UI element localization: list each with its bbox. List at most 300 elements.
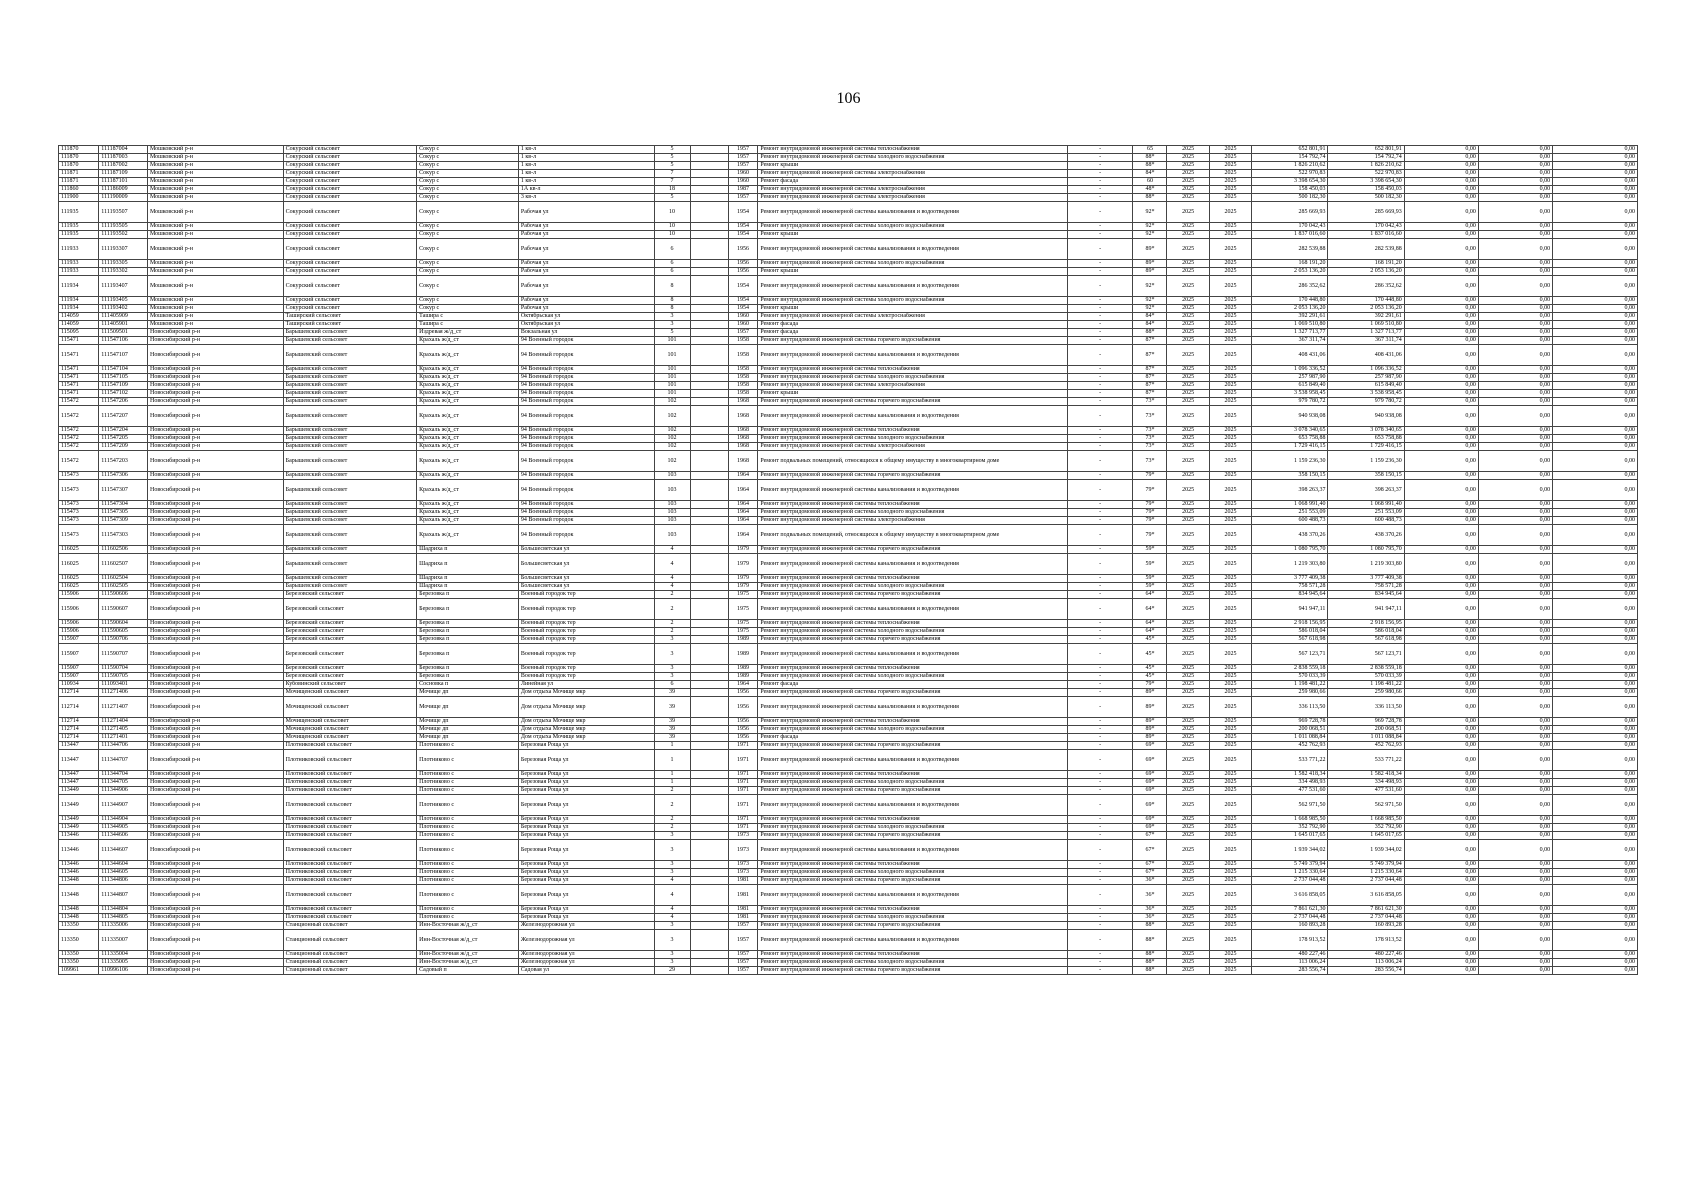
- cell-id: 115473: [59, 525, 99, 546]
- cell-start_year: 2025: [1167, 390, 1209, 398]
- cell-end_year: 2025: [1209, 673, 1251, 681]
- cell-house: 5: [654, 154, 690, 162]
- cell-code: 111547109: [99, 382, 148, 390]
- cell-settlement: Березовский сельсовет: [283, 628, 417, 636]
- cell-house: 102: [654, 451, 690, 472]
- cell-dash: -: [1067, 337, 1133, 345]
- cell-settlement: Плотниковский сельсовет: [283, 750, 417, 771]
- cell-district: Новосибирский р-н: [148, 750, 284, 771]
- cell-total: 1 327 713,77: [1252, 329, 1328, 337]
- cell-settlement: Плотниковский сельсовет: [283, 771, 417, 779]
- cell-wear: 88*: [1133, 922, 1167, 930]
- cell-extra: [690, 795, 728, 816]
- cell-year: 1968: [728, 443, 758, 451]
- cell-house: 6: [654, 239, 690, 260]
- cell-cost: 758 571,28: [1328, 583, 1404, 591]
- cell-extra: [690, 840, 728, 861]
- cell-cost: 3 078 340,65: [1328, 427, 1404, 435]
- cell-district: Мошковский р-н: [148, 154, 284, 162]
- cell-start_year: 2025: [1167, 591, 1209, 599]
- cell-street: 1 кв-л: [518, 162, 654, 170]
- cell-year: 1973: [728, 861, 758, 869]
- cell-house: 103: [654, 517, 690, 525]
- cell-extra: [690, 472, 728, 480]
- cell-year: 1979: [728, 575, 758, 583]
- cell-start_year: 2025: [1167, 861, 1209, 869]
- cell-year: 1956: [728, 726, 758, 734]
- cell-end_year: 2025: [1209, 517, 1251, 525]
- cell-district: Новосибирский р-н: [148, 824, 284, 832]
- cell-year: 1964: [728, 509, 758, 517]
- cell-z1: 0,00: [1404, 734, 1478, 742]
- cell-z3: 0,00: [1553, 223, 1638, 231]
- cell-house: 103: [654, 509, 690, 517]
- cell-z1: 0,00: [1404, 480, 1478, 501]
- cell-district: Новосибирский р-н: [148, 451, 284, 472]
- cell-cost: 352 792,90: [1328, 824, 1404, 832]
- table-row: [59, 816, 1638, 824]
- cell-settlement: Барышевский сельсовет: [283, 554, 417, 575]
- cell-total: 113 006,24: [1252, 959, 1328, 967]
- cell-z2: 0,00: [1478, 260, 1552, 268]
- cell-year: 1981: [728, 877, 758, 885]
- cell-z2: 0,00: [1478, 202, 1552, 223]
- cell-end_year: 2025: [1209, 223, 1251, 231]
- cell-cost: 567 123,71: [1328, 644, 1404, 665]
- cell-house: 102: [654, 398, 690, 406]
- cell-cost: 158 450,03: [1328, 186, 1404, 194]
- cell-settlement: Барышевский сельсовет: [283, 374, 417, 382]
- cell-z2: 0,00: [1478, 472, 1552, 480]
- cell-z3: 0,00: [1553, 268, 1638, 276]
- cell-z2: 0,00: [1478, 906, 1552, 914]
- cell-total: 398 263,37: [1252, 480, 1328, 501]
- cell-dash: -: [1067, 146, 1133, 154]
- cell-cost: 1 729 416,15: [1328, 443, 1404, 451]
- cell-wear: 89*: [1133, 697, 1167, 718]
- cell-district: Новосибирский р-н: [148, 546, 284, 554]
- cell-start_year: 2025: [1167, 223, 1209, 231]
- cell-house: 4: [654, 583, 690, 591]
- cell-house: 3: [654, 861, 690, 869]
- cell-end_year: 2025: [1209, 906, 1251, 914]
- cell-start_year: 2025: [1167, 967, 1209, 975]
- cell-start_year: 2025: [1167, 787, 1209, 795]
- cell-total: 5 749 379,94: [1252, 861, 1328, 869]
- cell-house: 2: [654, 787, 690, 795]
- cell-locality: Шадриха п: [417, 575, 519, 583]
- cell-year: 1971: [728, 787, 758, 795]
- cell-end_year: 2025: [1209, 276, 1251, 297]
- cell-dash: -: [1067, 861, 1133, 869]
- cell-wear: 45*: [1133, 673, 1167, 681]
- cell-dash: -: [1067, 194, 1133, 202]
- cell-z2: 0,00: [1478, 591, 1552, 599]
- cell-wear: 73*: [1133, 406, 1167, 427]
- cell-total: 1 198 481,22: [1252, 681, 1328, 689]
- cell-total: 3 538 958,45: [1252, 390, 1328, 398]
- table-row: [59, 665, 1638, 673]
- cell-dash: -: [1067, 501, 1133, 509]
- table-row: [59, 472, 1638, 480]
- cell-district: Мошковский р-н: [148, 162, 284, 170]
- cell-cost: 3 398 654,30: [1328, 178, 1404, 186]
- cell-street: Дом отдыха Мочище мкр: [518, 734, 654, 742]
- table-row: [59, 305, 1638, 313]
- cell-code: 111547105: [99, 374, 148, 382]
- cell-id: 113446: [59, 869, 99, 877]
- cell-start_year: 2025: [1167, 443, 1209, 451]
- cell-z3: 0,00: [1553, 231, 1638, 239]
- cell-work: Ремонт внутридомовой инженерной системы горячего водоснабжения: [758, 636, 1067, 644]
- cell-z3: 0,00: [1553, 620, 1638, 628]
- cell-z1: 0,00: [1404, 305, 1478, 313]
- cell-locality: Березовка п: [417, 628, 519, 636]
- cell-code: 111186009: [99, 186, 148, 194]
- cell-total: 1 219 303,80: [1252, 554, 1328, 575]
- cell-year: 1973: [728, 869, 758, 877]
- cell-district: Новосибирский р-н: [148, 435, 284, 443]
- cell-cost: 358 150,15: [1328, 472, 1404, 480]
- cell-settlement: Плотниковский сельсовет: [283, 824, 417, 832]
- cell-street: Железнодорожная ул: [518, 959, 654, 967]
- table-row: [59, 517, 1638, 525]
- cell-house: 3: [654, 665, 690, 673]
- cell-start_year: 2025: [1167, 644, 1209, 665]
- cell-cost: 567 618,98: [1328, 636, 1404, 644]
- cell-house: 3: [654, 313, 690, 321]
- table-row: [59, 861, 1638, 869]
- cell-work: Ремонт внутридомовой инженерной системы электроснабжения: [758, 382, 1067, 390]
- cell-wear: 73*: [1133, 398, 1167, 406]
- cell-z1: 0,00: [1404, 313, 1478, 321]
- cell-district: Новосибирский р-н: [148, 922, 284, 930]
- cell-z3: 0,00: [1553, 260, 1638, 268]
- cell-z3: 0,00: [1553, 591, 1638, 599]
- cell-year: 1975: [728, 591, 758, 599]
- table-row: [59, 260, 1638, 268]
- cell-locality: Плотниково с: [417, 750, 519, 771]
- cell-id: 111935: [59, 231, 99, 239]
- cell-year: 1979: [728, 583, 758, 591]
- cell-start_year: 2025: [1167, 366, 1209, 374]
- cell-code: 111344707: [99, 750, 148, 771]
- cell-z3: 0,00: [1553, 170, 1638, 178]
- cell-year: 1957: [728, 194, 758, 202]
- cell-wear: 45*: [1133, 665, 1167, 673]
- table-row: [59, 154, 1638, 162]
- cell-year: 1975: [728, 620, 758, 628]
- cell-house: 3: [654, 840, 690, 861]
- cell-extra: [690, 480, 728, 501]
- cell-district: Мошковский р-н: [148, 194, 284, 202]
- cell-end_year: 2025: [1209, 959, 1251, 967]
- cell-locality: Ташира с: [417, 321, 519, 329]
- cell-work: Ремонт внутридомовой инженерной системы горячего водоснабжения: [758, 742, 1067, 750]
- cell-end_year: 2025: [1209, 787, 1251, 795]
- cell-id: 112714: [59, 689, 99, 697]
- cell-id: 115473: [59, 472, 99, 480]
- cell-year: 1987: [728, 186, 758, 194]
- cell-z1: 0,00: [1404, 620, 1478, 628]
- cell-end_year: 2025: [1209, 554, 1251, 575]
- cell-dash: -: [1067, 787, 1133, 795]
- cell-district: Новосибирский р-н: [148, 501, 284, 509]
- cell-dash: -: [1067, 967, 1133, 975]
- cell-z3: 0,00: [1553, 816, 1638, 824]
- cell-total: 170 448,80: [1252, 297, 1328, 305]
- cell-street: 1 кв-л: [518, 170, 654, 178]
- cell-wear: 88*: [1133, 154, 1167, 162]
- cell-end_year: 2025: [1209, 260, 1251, 268]
- cell-z1: 0,00: [1404, 398, 1478, 406]
- cell-z1: 0,00: [1404, 146, 1478, 154]
- cell-dash: -: [1067, 816, 1133, 824]
- cell-z3: 0,00: [1553, 959, 1638, 967]
- cell-district: Новосибирский р-н: [148, 472, 284, 480]
- cell-year: 1956: [728, 689, 758, 697]
- cell-street: 1 кв-л: [518, 146, 654, 154]
- cell-total: 178 913,52: [1252, 930, 1328, 951]
- cell-settlement: Плотниковский сельсовет: [283, 861, 417, 869]
- cell-total: 408 431,06: [1252, 345, 1328, 366]
- cell-wear: 89*: [1133, 718, 1167, 726]
- cell-district: Новосибирский р-н: [148, 771, 284, 779]
- cell-street: Линейная ул: [518, 681, 654, 689]
- cell-total: 168 191,20: [1252, 260, 1328, 268]
- cell-z2: 0,00: [1478, 501, 1552, 509]
- cell-id: 116025: [59, 583, 99, 591]
- cell-house: 10: [654, 231, 690, 239]
- table-row: [59, 922, 1638, 930]
- cell-wear: 60: [1133, 178, 1167, 186]
- cell-z2: 0,00: [1478, 644, 1552, 665]
- cell-code: 111590604: [99, 620, 148, 628]
- cell-z2: 0,00: [1478, 345, 1552, 366]
- cell-end_year: 2025: [1209, 734, 1251, 742]
- cell-z3: 0,00: [1553, 154, 1638, 162]
- cell-wear: 92*: [1133, 297, 1167, 305]
- cell-start_year: 2025: [1167, 406, 1209, 427]
- cell-district: Мошковский р-н: [148, 170, 284, 178]
- cell-wear: 92*: [1133, 305, 1167, 313]
- cell-z3: 0,00: [1553, 742, 1638, 750]
- cell-work: Ремонт фасада: [758, 178, 1067, 186]
- cell-cost: 3 616 858,05: [1328, 885, 1404, 906]
- table-row: [59, 840, 1638, 861]
- cell-locality: Инн-Восточная ж/д_ст: [417, 930, 519, 951]
- cell-year: 1971: [728, 824, 758, 832]
- cell-house: 2: [654, 599, 690, 620]
- cell-district: Новосибирский р-н: [148, 787, 284, 795]
- cell-year: 1964: [728, 501, 758, 509]
- cell-dash: -: [1067, 840, 1133, 861]
- cell-total: 352 792,90: [1252, 824, 1328, 832]
- cell-id: 115472: [59, 427, 99, 435]
- cell-year: 1958: [728, 345, 758, 366]
- cell-start_year: 2025: [1167, 268, 1209, 276]
- cell-z3: 0,00: [1553, 885, 1638, 906]
- cell-extra: [690, 525, 728, 546]
- cell-district: Мошковский р-н: [148, 313, 284, 321]
- cell-start_year: 2025: [1167, 628, 1209, 636]
- cell-year: 1971: [728, 771, 758, 779]
- cell-code: 111547305: [99, 509, 148, 517]
- cell-district: Новосибирский р-н: [148, 779, 284, 787]
- cell-cost: 653 758,88: [1328, 435, 1404, 443]
- cell-z3: 0,00: [1553, 636, 1638, 644]
- table-row: [59, 795, 1638, 816]
- cell-total: 1 826 210,62: [1252, 162, 1328, 170]
- cell-start_year: 2025: [1167, 771, 1209, 779]
- cell-end_year: 2025: [1209, 681, 1251, 689]
- cell-z1: 0,00: [1404, 689, 1478, 697]
- cell-house: 5: [654, 329, 690, 337]
- cell-work: Ремонт внутридомовой инженерной системы горячего водоснабжения: [758, 591, 1067, 599]
- cell-total: 979 780,72: [1252, 398, 1328, 406]
- cell-z1: 0,00: [1404, 337, 1478, 345]
- cell-z1: 0,00: [1404, 162, 1478, 170]
- cell-dash: -: [1067, 154, 1133, 162]
- cell-street: Березовая Роща ул: [518, 840, 654, 861]
- cell-code: 111335004: [99, 951, 148, 959]
- cell-dash: -: [1067, 832, 1133, 840]
- cell-total: 1 582 418,34: [1252, 771, 1328, 779]
- cell-work: Ремонт внутридомовой инженерной системы холодного водоснабжения: [758, 435, 1067, 443]
- cell-year: 1956: [728, 734, 758, 742]
- cell-end_year: 2025: [1209, 501, 1251, 509]
- cell-id: 112714: [59, 734, 99, 742]
- cell-work: Ремонт крыши: [758, 390, 1067, 398]
- cell-z3: 0,00: [1553, 771, 1638, 779]
- cell-settlement: Плотниковский сельсовет: [283, 795, 417, 816]
- cell-total: 969 728,78: [1252, 718, 1328, 726]
- cell-total: 1 668 985,50: [1252, 816, 1328, 824]
- cell-street: Октябрьская ул: [518, 321, 654, 329]
- cell-dash: -: [1067, 554, 1133, 575]
- cell-cost: 1 011 088,84: [1328, 734, 1404, 742]
- cell-z1: 0,00: [1404, 951, 1478, 959]
- cell-dash: -: [1067, 297, 1133, 305]
- cell-house: 39: [654, 718, 690, 726]
- cell-extra: [690, 406, 728, 427]
- cell-house: 39: [654, 734, 690, 742]
- cell-end_year: 2025: [1209, 337, 1251, 345]
- cell-extra: [690, 345, 728, 366]
- cell-locality: Березовка п: [417, 673, 519, 681]
- cell-locality: Сокур с: [417, 194, 519, 202]
- cell-year: 1964: [728, 480, 758, 501]
- cell-district: Мошковский р-н: [148, 268, 284, 276]
- cell-code: 111509501: [99, 329, 148, 337]
- table-row: [59, 443, 1638, 451]
- cell-z1: 0,00: [1404, 959, 1478, 967]
- cell-street: Военный городок тер: [518, 673, 654, 681]
- cell-start_year: 2025: [1167, 427, 1209, 435]
- cell-cost: 170 448,80: [1328, 297, 1404, 305]
- cell-z1: 0,00: [1404, 472, 1478, 480]
- cell-z3: 0,00: [1553, 546, 1638, 554]
- cell-z2: 0,00: [1478, 599, 1552, 620]
- cell-street: Березовая Роща ул: [518, 787, 654, 795]
- cell-settlement: Барышевский сельсовет: [283, 583, 417, 591]
- cell-house: 6: [654, 268, 690, 276]
- cell-z3: 0,00: [1553, 186, 1638, 194]
- cell-z3: 0,00: [1553, 146, 1638, 154]
- cell-start_year: 2025: [1167, 930, 1209, 951]
- cell-total: 257 987,90: [1252, 374, 1328, 382]
- cell-start_year: 2025: [1167, 869, 1209, 877]
- cell-start_year: 2025: [1167, 239, 1209, 260]
- cell-end_year: 2025: [1209, 620, 1251, 628]
- cell-settlement: Мочищенский сельсовет: [283, 697, 417, 718]
- cell-year: 1971: [728, 750, 758, 771]
- cell-wear: 64*: [1133, 620, 1167, 628]
- cell-code: 111187002: [99, 162, 148, 170]
- cell-settlement: Березовский сельсовет: [283, 665, 417, 673]
- cell-work: Ремонт внутридомовой инженерной системы электроснабжения: [758, 313, 1067, 321]
- cell-z3: 0,00: [1553, 329, 1638, 337]
- cell-dash: -: [1067, 930, 1133, 951]
- cell-year: 1979: [728, 546, 758, 554]
- cell-work: Ремонт внутридомовой инженерной системы канализования и водоотведения: [758, 644, 1067, 665]
- table-row: [59, 146, 1638, 154]
- cell-wear: 88*: [1133, 162, 1167, 170]
- table-row: [59, 951, 1638, 959]
- cell-z2: 0,00: [1478, 861, 1552, 869]
- cell-extra: [690, 223, 728, 231]
- cell-house: 101: [654, 366, 690, 374]
- cell-z1: 0,00: [1404, 501, 1478, 509]
- cell-id: 115906: [59, 599, 99, 620]
- cell-code: 111547309: [99, 517, 148, 525]
- cell-total: 500 182,30: [1252, 194, 1328, 202]
- cell-settlement: Барышевский сельсовет: [283, 345, 417, 366]
- cell-z2: 0,00: [1478, 832, 1552, 840]
- table-row: [59, 398, 1638, 406]
- cell-code: 111271406: [99, 689, 148, 697]
- cell-code: 111344607: [99, 840, 148, 861]
- cell-z3: 0,00: [1553, 861, 1638, 869]
- cell-settlement: Мочищенский сельсовет: [283, 734, 417, 742]
- table-row: [59, 546, 1638, 554]
- cell-district: Новосибирский р-н: [148, 390, 284, 398]
- cell-total: 358 150,15: [1252, 472, 1328, 480]
- cell-code: 111344704: [99, 771, 148, 779]
- cell-dash: -: [1067, 951, 1133, 959]
- cell-work: Ремонт внутридомовой инженерной системы канализования и водоотведения: [758, 480, 1067, 501]
- cell-z1: 0,00: [1404, 599, 1478, 620]
- cell-district: Новосибирский р-н: [148, 366, 284, 374]
- cell-code: 111271407: [99, 697, 148, 718]
- cell-settlement: Станционный сельсовет: [283, 951, 417, 959]
- cell-cost: 533 771,22: [1328, 750, 1404, 771]
- cell-work: Ремонт внутридомовой инженерной системы канализования и водоотведения: [758, 840, 1067, 861]
- cell-id: 115906: [59, 628, 99, 636]
- cell-id: 115473: [59, 480, 99, 501]
- cell-end_year: 2025: [1209, 313, 1251, 321]
- table-row: [59, 673, 1638, 681]
- cell-code: 111547207: [99, 406, 148, 427]
- cell-district: Мошковский р-н: [148, 186, 284, 194]
- cell-wear: 89*: [1133, 734, 1167, 742]
- cell-z2: 0,00: [1478, 583, 1552, 591]
- cell-z1: 0,00: [1404, 194, 1478, 202]
- cell-district: Новосибирский р-н: [148, 406, 284, 427]
- cell-street: Рабочая ул: [518, 202, 654, 223]
- cell-district: Мошковский р-н: [148, 305, 284, 313]
- cell-settlement: Сокурский сельсовет: [283, 194, 417, 202]
